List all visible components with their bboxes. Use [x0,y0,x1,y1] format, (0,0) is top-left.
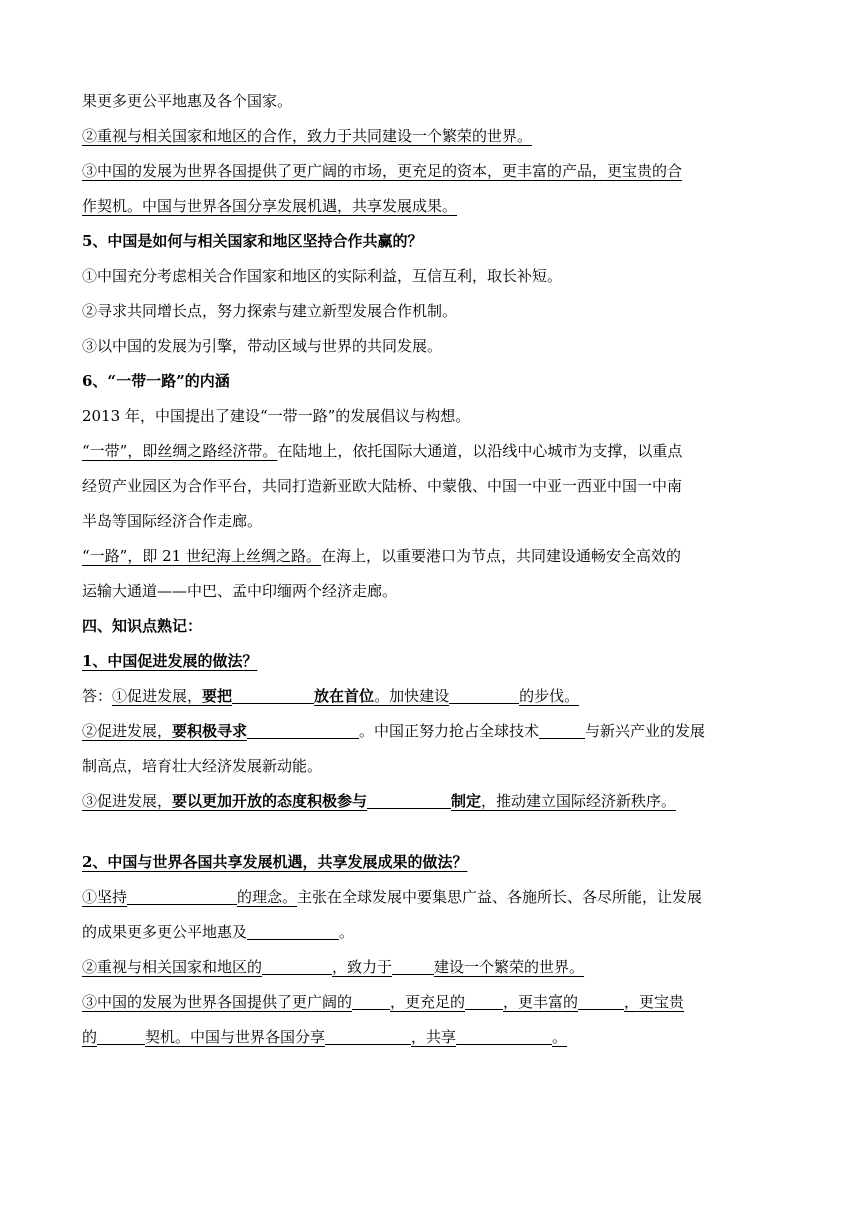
q2-answer-line-5 [82,1020,782,1055]
fill-blank[interactable] [392,952,434,975]
fill-blank[interactable] [262,952,332,975]
q2-answer-line-1 [82,880,782,915]
q1-answer-line-1 [82,679,782,714]
underlined-answer: 的 契机。中国与世界各国分享 ，共享 。 [82,1028,567,1046]
fill-blank[interactable] [578,987,624,1010]
text-line [82,539,782,574]
fill-blank[interactable] [232,681,314,704]
underlined-term: “一路”，即 21 世纪海上丝绸之路。 [82,547,321,565]
underlined-term: “一带”，即丝绸之路经济带。 [82,442,278,460]
q2-answer-line-2 [82,915,782,950]
text-line: ②寻求共同增长点，努力探索与建立新型发展合作机制。 [82,302,458,320]
text-line: ②重视与相关国家和地区的合作，致力于共同建设一个繁荣的世界。 [82,127,533,145]
text-span: 与新兴产业的发展 [585,722,706,740]
text-line: 制高点，培育壮大经济发展新动能。 [82,757,323,775]
fill-blank[interactable] [465,987,503,1010]
text-span: 的成果更多更公平地惠及 [82,923,248,941]
text-line: 2013 年，中国提出了建设“一带一路”的发展倡议与构想。 [82,407,471,425]
fill-blank[interactable] [539,716,585,739]
text-line: 果更多更公平地惠及各个国家。 [82,92,293,110]
text-line: ③中国的发展为世界各国提供了更广阔的市场，更充足的资本，更丰富的产品，更宝贵的合 [82,162,683,180]
question-2-title: 2、中国与世界各国共享发展机遇，共享发展成果的做法？ [82,853,468,871]
text-span: 在陆地上，依托国际大通道，以沿线中心城市为支撑，以重点 [277,442,683,460]
text-span: 。中国正努力抢占全球技术 [359,722,540,740]
underlined-answer: ③促进发展，要以更加开放的态度积极参与 制定，推动建立国际经济新秩序。 [82,792,676,810]
section-heading-6: 6、“一带一路”的内涵 [82,372,230,390]
section-4-title: 四、知识点熟记： [82,617,203,635]
text-line [82,434,782,469]
fill-blank[interactable] [325,1022,411,1045]
fill-blank[interactable] [247,917,339,940]
question-1-title: 1、中国促进发展的做法？ [82,652,258,670]
text-line: ①中国充分考虑相关合作国家和地区的实际利益，互信互利，取长补短。 [82,267,563,285]
text-line: ③以中国的发展为引擎，带动区域与世界的共同发展。 [82,337,443,355]
underlined-answer: ①坚持 的理念。 [82,888,297,906]
underlined-answer: ②促进发展，要积极寻求 [82,722,359,740]
q2-answer-line-3 [82,950,782,985]
document-page [82,84,782,1055]
fill-blank[interactable] [367,786,451,809]
q1-answer-line-2 [82,714,782,749]
q1-answer-line-4 [82,784,782,819]
text-span: 在海上，以重要港口为节点，共同建设通畅安全高效的 [320,547,681,565]
fill-blank[interactable] [456,1022,552,1045]
text-line: 经贸产业园区为合作平台，共同打造新亚欧大陆桥、中蒙俄、中国一中亚一西亚中国一中南 [82,477,683,495]
fill-blank[interactable] [97,1022,145,1045]
fill-blank[interactable] [247,716,359,739]
section-heading-5: 5、中国是如何与相关国家和地区坚持合作共赢的？ [82,232,423,250]
text-span: 。 [339,923,355,941]
underlined-answer: ②重视与相关国家和地区的 ，致力于 建设一个繁荣的世界。 [82,958,584,976]
text-span: 主张在全球发展中要集思广益、各施所长、各尽所能，让发展 [297,888,703,906]
underlined-answer: ③中国的发展为世界各国提供了更广阔的 ，更充足的 ，更丰富的 ，更宝贵 [82,993,684,1011]
q2-answer-line-4 [82,985,782,1020]
fill-blank[interactable] [449,681,519,704]
text-line: 半岛等国际经济合作走廊。 [82,512,263,530]
text-line: 作契机。中国与世界各国分享发展机遇，共享发展成果。 [82,197,458,215]
answer-prefix: 答： [82,687,113,705]
fill-blank[interactable] [127,882,237,905]
fill-blank[interactable] [352,987,390,1010]
underlined-answer: ①促进发展，要把 放在首位。加快建设 的步伐。 [112,687,579,705]
text-line: 运输大通道——中巴、孟中印缅两个经济走廊。 [82,582,398,600]
